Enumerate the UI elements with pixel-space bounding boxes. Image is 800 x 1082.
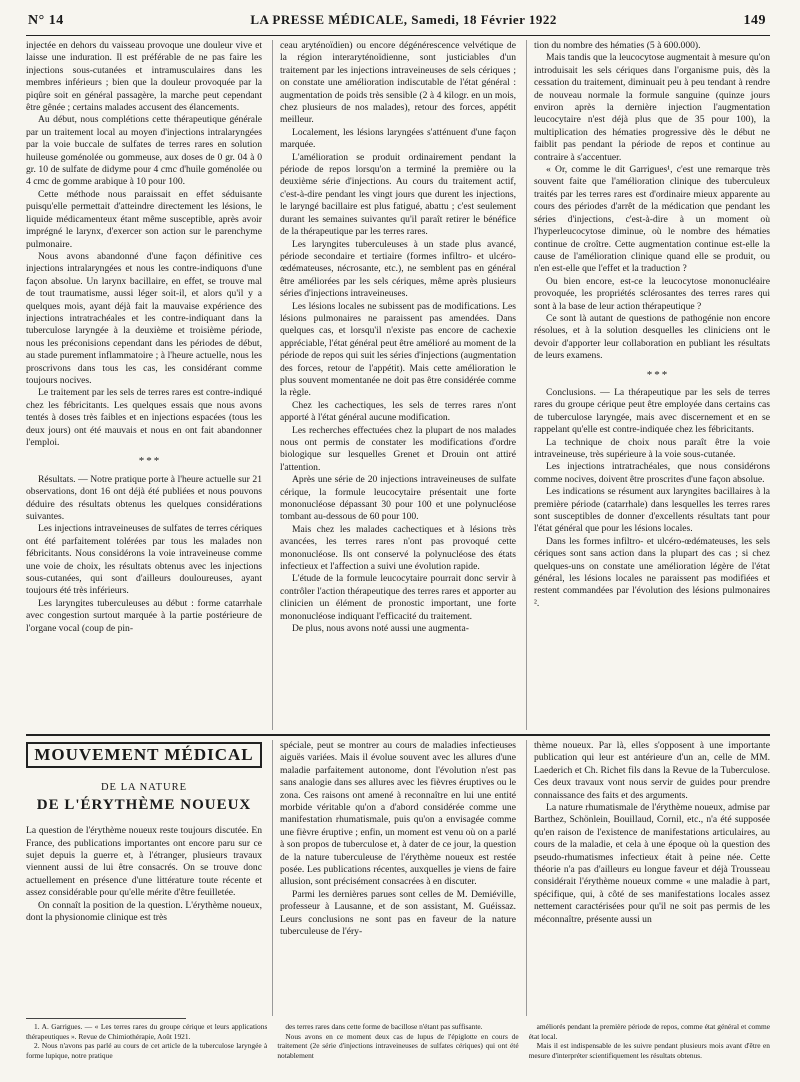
footnote-column-1 [26, 1022, 267, 1080]
section-rule [26, 734, 770, 736]
footnote-column-2 [277, 1022, 518, 1080]
paragraph: Les laryngites tuberculeuses à un stade plus avancé, période secondaire et tertiaire (formes infiltro- et ulcéro-œdémateuses, nécrosante, etc.), ne semblent pas en général être améliorées par les sels cériques, même après plusieurs séries d'injections intraveineuses. [280, 238, 516, 300]
footnote: améliorés pendant la première période de repos, comme état général et comme état local. [528, 1022, 770, 1041]
section-separator: *** [138, 455, 162, 468]
paragraph: Résultats. — Notre pratique porte à l'heure actuelle sur 21 observations, dont 16 ont déjà été publiées et nous pouvons déduire des résultats obtenus les quelques considérations suivantes. [26, 473, 262, 523]
paragraph: On connaît la position de la question. L'érythème noueux, dont la physionomie clinique est très [26, 899, 262, 924]
paragraph: De plus, nous avons noté aussi une augmenta- [292, 623, 469, 635]
header-rule [26, 35, 770, 36]
footnote: Mais il est indispensable de les suivre pendant plusieurs mois avant d'être en mesure d'interpréter scientifiquement les résultats obtenus. [528, 1041, 770, 1060]
mouvement-medical-section [26, 740, 770, 1016]
article-subtitle: DE LA NATURE [100, 782, 188, 794]
footnote-column-3 [529, 1022, 770, 1080]
section-box-title: MOUVEMENT MÉDICAL [26, 742, 262, 768]
lower-column-2 [272, 740, 516, 1016]
upper-column-2 [272, 40, 516, 730]
footnote: Nous avons en ce moment deux cas de lupus de l'épiglotte en cours de traitement (2e série d'injections intraveineuses de sulfates cériques) qui ont été notablement [277, 1031, 519, 1060]
paragraph: Nous avons abandonné d'une façon définitive ces injections intralaryngées et nous les contre-indiquons d'une façon absolue. Un larynx bacillaire, en effet, se trouve mal de tout traumatisme, aussi léger soit-il, et alors qu'il y a quelques mois, ayant déjà fait la mauvaise expérience des injections intratrachéales et les contre-indiquant dans la tuberculose laryngée à la deuxième et troisième période, nous les préconisions cependant dans les périodes de début, au stade purement inflammatoire ; à l'heure actuelle, nous les proscrivons dans tous les cas, les considérant comme toujours nocives. [26, 250, 262, 386]
paragraph: spéciale, peut se montrer au cours de maladies infectieuses aiguës variées. Mais il évolue souvent avec les allures d'une maladie parfaitement autonome, dont l'évolution n'est pas sans analogie dans ses allures avec les fièvres éruptives ou le zona. Ces raisons ont amené à reconnaître en lui une entité morbide véritable qu'on a d'abord considérée comme une manifestation rhumatismale, puis qu'on a envisagée comme une fièvre éruptive ; enfin, un moment est venu où on a parlé à son propos de tuberculose et, à dater de ce jour, la question de la nature tuberculeuse de l'érythème noueux est restée posée. Les publications récentes, auxquelles je viens de faire allusion, sont précisément consacrées à en discuter. [280, 740, 516, 888]
section-separator: *** [646, 368, 670, 381]
upper-column-3 [526, 40, 770, 730]
paragraph: Ou bien encore, est-ce la leucocytose mononucléaire provoquée, les propriétés sclérosantes des terres rares qui sont à la base de leur action thérapeutique ? [534, 275, 770, 312]
paragraph: L'étude de la formule leucocytaire pourrait donc servir à contrôler l'action thérapeutique des terres rares et apporter au clinicien un élément de pronostic important, une forte mononucléose indiquant l'efficacité du traitement. [280, 573, 516, 622]
footnote: 2. Nous n'avons pas parlé au cours de cet article de la tuberculose laryngée à forme lupique, notre pratique [26, 1041, 268, 1060]
paragraph: Chez les cachectiques, les sels de terres rares n'ont apporté à l'état général aucune modification. [280, 399, 516, 424]
paragraph: Les injections intratrachéales, que nous considérons comme nocives, doivent être proscrites d'une façon absolue. [534, 461, 770, 485]
paragraph: La technique de choix nous paraît être la voie intraveineuse, très supérieure à la voie sous-cutanée. [534, 436, 770, 460]
paragraph: Les recherches effectuées chez la plupart de nos malades nous ont permis de constater les modifications d'ordre biologique sur lesquelles Grenet et Drouin ont attiré l'attention. [280, 424, 516, 473]
paragraph: Dans les formes infiltro- et ulcéro-œdémateuses, les sels cériques sont sans action dans la plupart des cas ; si chez quelques-uns on constate une amélioration légère de l'état général, les lésions locales ne paraissent pas modifiées et restent commandées par l'évolution des lésions pulmonaires ². [534, 535, 770, 609]
lower-column-3 [526, 740, 770, 1016]
footnote-rule [26, 1018, 186, 1019]
page-number: 149 [743, 13, 766, 28]
paragraph: Localement, les lésions laryngées s'atténuent d'une façon marquée. [280, 126, 516, 151]
article-continuation [26, 40, 770, 730]
paragraph: « Or, comme le dit Garrigues¹, c'est une remarque très souvent faite que l'amélioration clinique des tuberculeux traités par les terres rares est d'ordinaire mieux apparente au cours des périodes d'arrêt de la médication que pendant les séries d'injections, c'est-à-dire à un moment où l'hyperleucocytose diminue, où le nombre des hématies continue de croître. Cette augmentation continue est-elle la cause de l'amélioration clinique quand elle se produit, ou n'en est-elle que l'effet et la traduction ? [534, 164, 770, 275]
paragraph: Au début, nous complétions cette thérapeutique générale par un traitement local au moyen d'injections intralaryngées par la voie buccale de sulfates de terres rares en solution huileuse goménolée ou gommeuse, aux doses de 0 gr. 04 à 0 gr. 10 de sulfate de didyme pour 4 cmc d'huile goménolée ou 4 cmc de gomme arabique à 10 pour 100. [26, 114, 262, 188]
paragraph: Mais chez les malades cachectiques et à lésions très avancées, les terres rares n'ont pas provoqué cette mononucléose. Ils ont conservé la polynucléose des états infectieux et l'affection a suivi une évolution rapide. [280, 523, 516, 573]
paragraph: tion du nombre des hématies (5 à 600.000). [534, 40, 701, 51]
paragraph: thème noueux. Par là, elles s'opposent à une importante publication qui leur est antérieure d'un an, celle de MM. Laederich et Ch. Richet fils dans la Revue de la Tuberculose. Ces deux travaux vont nous servir de guides pour prendre connaissance des faits et des arguments. [534, 740, 770, 801]
footnotes [26, 1022, 770, 1080]
paragraph: Après une série de 20 injections intraveineuses de sulfate cérique, la formule leucocytaire présentait une forte mononucléose dépassant 30 pour 100 et une polynucléose tombant au-dessous de 60 pour 100. [280, 474, 516, 523]
paragraph: Mais tandis que la leucocytose augmentait à mesure qu'on introduisait les sels cériques dans l'organisme puis, dès la cessation du traitement, diminuait peu à peu tendant à rendre de nouveau normale la formule sanguine (quinze jours environ après la dernière injection l'augmentation leucocytaire n'est déjà plus que de 35 pour 100), la multiplication des hématies progressive dès le début ne faiblit pas pendant la période de repos et continue au contraire à s'accentuer. [534, 52, 770, 163]
paragraph: L'amélioration se produit ordinairement pendant la période de repos lorsqu'on a terminé la première ou la deuxième série d'injections. Au cours du traitement actif, c'est-à-dire pendant les vingt jours que durent les injections, le laryngé bacillaire est plus fatigué, abattu ; c'est seulement durant les semaines suivantes qu'il paraît retirer le bénéfice de la thérapeutique par les terres rares. [280, 151, 516, 238]
lower-column-1 [26, 740, 262, 1016]
paragraph: injectée en dehors du vaisseau provoque une douleur vive et laisse une induration. Il est préférable de ne pas faire les injections sous-cutanées et intramusculaires dans les membres inférieurs ; bien que la douleur provoquée par la piqûre soit en général passagère, la marche peut cependant être gênée ; certains malades accusent des élancements. [26, 40, 262, 114]
paragraph: Les injections intraveineuses de sulfates de terres cériques ont été parfaitement tolérées par tous les malades non fébricitants. Nous considérons la voie intraveineuse comme une voie de choix, les résultats obtenus avec les injections sous-cutanées, qui sont d'ailleurs douloureuses, ayant toujours été très inférieurs. [26, 523, 262, 597]
lower-column-1-text [26, 825, 262, 924]
page-header [28, 12, 766, 34]
footnote: 1. A. Garrigues. — « Les terres rares du groupe cérique et leurs applications thérapeutiques ». Revue de Chimiothérapie, Août 1921. [26, 1022, 268, 1041]
paragraph: Les indications se résument aux laryngites bacillaires à la première période (catarrhale) dans lesquelles les terres rares sont susceptibles de donner d'excellents résultats tant pour l'état général que pour les lésions locales. [534, 486, 770, 535]
paragraph: Le traitement par les sels de terres rares est contre-indiqué chez les fébricitants. Les quelques essais que nous avons tentés à doses très faibles et en injections espacées (tous les deux jours) ont été mauvais et nous en ont fait abandonner l'emploi. [26, 387, 262, 448]
paragraph: Cette méthode nous paraissait en effet séduisante puisqu'elle permettait d'atteindre directement les lésions, le liquide médicamenteux étant même susceptible, après avoir imprégné le larynx, d'exercer son action sur le parenchyme pulmonaire. [26, 188, 262, 250]
paragraph: Conclusions. — La thérapeutique par les sels de terres rares du groupe cérique peut être employée dans certains cas de tuberculose laryngée, mais avec discernement et en se rappelant qu'elle est contre-indiquée chez les fébricitants. [534, 386, 770, 436]
upper-column-1 [26, 40, 262, 730]
paragraph: Les laryngites tuberculeuses au début : forme catarrhale avec congestion surtout marquée à la partie postérieure de l'organe vocal (coup de pin- [26, 597, 262, 634]
paragraph: Ce sont là autant de questions de pathogénie non encore résolues, et à la solution desquelles les cliniciens ont le devoir d'apporter leur collaboration en publiant les résultats de leurs examens. [534, 312, 770, 362]
paragraph: ceau aryténoïdien) ou encore dégénérescence velvétique de la région interaryténoïdienne, sont justiciables d'un traitement par les injections intraveineuses de sels cériques ; on constate une amélioration indiscutable de l'état général : augmentation de poids très sensible (2 à 4 kilogr. en un mois, chez plusieurs de nos malades), retour des forces, appétit meilleur. [280, 40, 516, 126]
issue-number: N° 14 [28, 13, 64, 28]
paragraph: Parmi les dernières parues sont celles de M. Demiéville, professeur à Lausanne, et de son assistant, M. Guéissaz. Leurs conclusions ne sont pas en faveur de la nature tuberculeuse de l'éry- [280, 888, 516, 938]
paragraph: Les lésions locales ne subissent pas de modifications. Les lésions pulmonaires ne paraissent pas amendées. Dans quelques cas, et lorsqu'il n'existe pas encore de cachexie appréciable, l'état général peut être amélioré au moment de la période de repos qui suit les séries d'injections (augmentation des forces, retour de l'appétit). Mais cette amélioration le plus souvent momentanée ne doit pas être considérée comme la règle. [280, 300, 516, 399]
article-title: DE L'ÉRYTHÈME NOUEUX [36, 796, 252, 813]
footnote: des terres rares dans cette forme de bacillose n'étant pas suffisante. [285, 1022, 483, 1031]
paragraph: La question de l'érythème noueux reste toujours discutée. En France, des publications importantes ont encore paru sur ce sujet depuis la guerre et, à l'étranger, plusieurs travaux viennent aussi de lui être consacrés. On se trouve donc actuellement en présence d'une littérature toute récente et assez considérable pour qu'elle mérite d'être feuilletée. [26, 825, 262, 899]
paragraph: La nature rhumatismale de l'érythème noueux, admise par Barthez, Schönlein, Bouillaud, Cornil, etc., n'a été supposée qu'en raison de l'existence de manifestations articulaires, au cours de la maladie, et cela à une époque où la question des pseudo-rhumatismes infectieux était à peine née. Cette théorie n'a pas d'ailleurs eu longue faveur et déjà Trousseau considérait l'érythème noueux comme « une maladie à part, spécifique, qui, à côté de ses manifestations locales assez nettement caractérisées pour qu'il ne soit pas permis de les méconnaître, présente aussi un [534, 802, 770, 925]
journal-title: LA PRESSE MÉDICALE, Samedi, 18 Février 1922 [250, 12, 557, 27]
